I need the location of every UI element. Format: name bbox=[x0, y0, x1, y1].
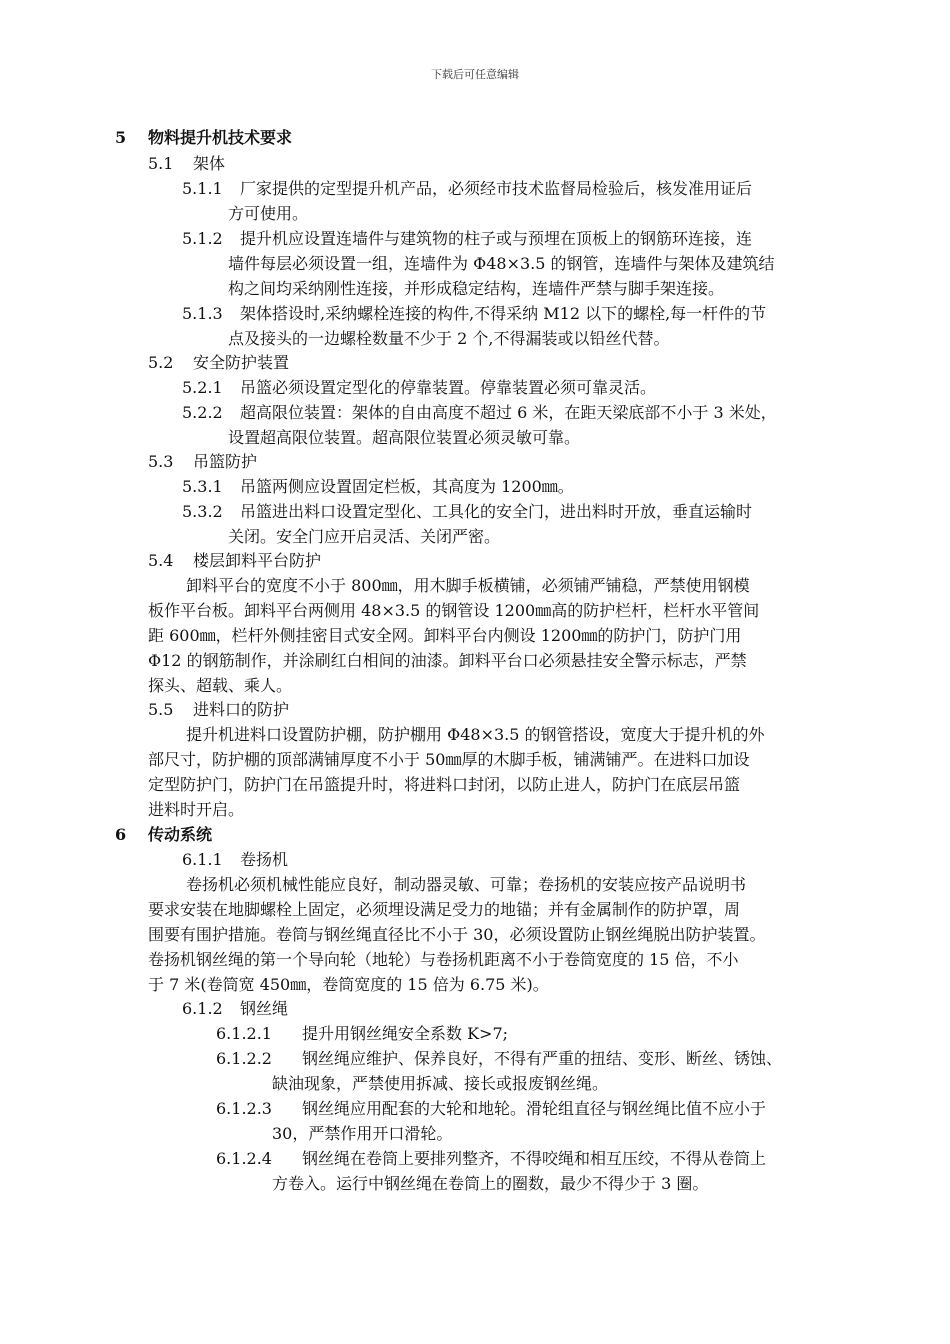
item-6-1-2-3-line-1: 钢丝绳应用配套的大轮和地轮。滑轮组直径与钢丝绳比值不应小于 bbox=[302, 1099, 767, 1118]
section-5-2-title: 安全防护装置 bbox=[193, 353, 290, 372]
item-6-1-1-paragraph-line-4: 卷扬机钢丝绳的第一个导向轮（地轮）与卷扬机距离不小于卷筒宽度的 15 倍，不小 bbox=[148, 950, 739, 969]
item-5-3-1-number: 5.3.1 bbox=[182, 477, 223, 496]
item-6-1-2-2-line-2: 缺油现象，严禁使用拆减、接长或报废钢丝绳。 bbox=[272, 1074, 609, 1093]
section-5-5-paragraph-line-1: 提升机进料口设置防护棚，防护棚用 Φ48×3.5 的钢管搭设，宽度大于提升机的外 bbox=[186, 725, 765, 744]
item-6-1-1-number: 6.1.1 bbox=[182, 850, 223, 869]
section-5-title: 物料提升机技术要求 bbox=[148, 128, 293, 147]
item-5-2-1-line-1: 吊篮必须设置定型化的停靠装置。停靠装置必须可靠灵活。 bbox=[240, 378, 657, 397]
item-6-1-2-3-number: 6.1.2.3 bbox=[216, 1099, 272, 1118]
item-6-1-1-paragraph-line-2: 要求安装在地脚螺栓上固定，必须埋设满足受力的地锚；并有金属制作的防护罩，周 bbox=[148, 900, 741, 919]
item-5-1-1-line-1: 厂家提供的定型提升机产品，必须经市技术监督局检验后，核发准用证后 bbox=[240, 179, 753, 198]
item-5-1-2-number: 5.1.2 bbox=[182, 229, 223, 248]
item-5-1-3-number: 5.1.3 bbox=[182, 304, 223, 323]
item-5-2-2-number: 5.2.2 bbox=[182, 403, 223, 422]
item-5-1-2-line-2: 墙件每层必须设置一组，连墙件为 Φ48×3.5 的钢管，连墙件与架体及建筑结 bbox=[228, 254, 775, 273]
section-6-title: 传动系统 bbox=[148, 825, 213, 844]
item-6-1-2-3-line-2: 30，严禁作用开口滑轮。 bbox=[272, 1124, 453, 1143]
item-6-1-2-title: 钢丝绳 bbox=[240, 999, 289, 1018]
section-5-4-paragraph-line-3: 距 600㎜，栏杆外侧挂密目式安全网。卸料平台内侧设 1200㎜的防护门，防护门用 bbox=[148, 626, 742, 645]
section-5-4-paragraph-line-2: 板作平台板。卸料平台两侧用 48×3.5 的钢管设 1200㎜高的防护栏杆，栏杆水平管间 bbox=[148, 601, 760, 620]
item-5-3-2-line-2: 关闭。安全门应开启灵活、关闭严密。 bbox=[228, 527, 501, 546]
item-6-1-2-4-line-1: 钢丝绳在卷筒上要排列整齐，不得咬绳和相互压绞，不得从卷筒上 bbox=[302, 1149, 767, 1168]
section-5-5-paragraph-line-4: 进料时开启。 bbox=[148, 800, 245, 819]
section-5-4-paragraph-line-4: Φ12 的钢筋制作，并涂刷红白相间的油漆。卸料平台口必须悬挂安全警示标志，严禁 bbox=[148, 651, 747, 670]
item-5-3-2-line-1: 吊篮进出料口设置定型化、工具化的安全门，进出料时开放，垂直运输时 bbox=[240, 502, 753, 521]
item-5-2-2-line-2: 设置超高限位装置。超高限位装置必须灵敏可靠。 bbox=[228, 428, 581, 447]
section-5-number: 5 bbox=[115, 128, 127, 147]
item-6-1-2-4-number: 6.1.2.4 bbox=[216, 1149, 272, 1168]
item-6-1-1-paragraph-line-5: 于 7 米(卷筒宽 450㎜，卷筒宽度的 15 倍为 6.75 米)。 bbox=[148, 975, 549, 994]
section-5-5-paragraph-line-2: 部尺寸，防护棚的顶部满铺厚度不小于 50㎜厚的木脚手板，铺满铺严。在进料口加设 bbox=[148, 750, 750, 769]
section-5-5-title: 进料口的防护 bbox=[193, 700, 290, 719]
item-6-1-2-2-line-1: 钢丝绳应维护、保养良好，不得有严重的扭结、变形、断丝、锈蚀、 bbox=[302, 1049, 783, 1068]
item-5-1-1-line-2: 方可使用。 bbox=[228, 204, 309, 223]
item-5-3-1-line-1: 吊篮两侧应设置固定栏板，其高度为 1200㎜。 bbox=[240, 477, 574, 496]
item-6-1-1-title: 卷扬机 bbox=[240, 850, 289, 869]
item-5-1-3-line-1: 架体搭设时,采纳螺栓连接的构件,不得采纳 M12 以下的螺栓,每一杆件的节 bbox=[240, 304, 767, 323]
item-5-2-1-number: 5.2.1 bbox=[182, 378, 223, 397]
item-6-1-2-1-number: 6.1.2.1 bbox=[216, 1024, 272, 1043]
item-6-1-2-number: 6.1.2 bbox=[182, 999, 223, 1018]
section-6-number: 6 bbox=[115, 825, 127, 844]
section-5-3-title: 吊篮防护 bbox=[193, 452, 258, 471]
item-6-1-2-1-line-1: 提升用钢丝绳安全系数 K>7; bbox=[302, 1024, 509, 1043]
section-5-4-paragraph-line-5: 探头、超载、乘人。 bbox=[148, 676, 293, 695]
item-5-3-2-number: 5.3.2 bbox=[182, 502, 223, 521]
section-5-5-paragraph-line-3: 定型防护门，防护门在吊篮提升时，将进料口封闭，以防止进人，防护门在底层吊篮 bbox=[148, 775, 741, 794]
item-5-1-2-line-3: 构之间均采纳刚性连接，并形成稳定结构，连墙件严禁与脚手架连接。 bbox=[228, 279, 725, 298]
section-5-4-paragraph-line-1: 卸料平台的宽度不小于 800㎜，用木脚手板横铺，必须铺严铺稳，严禁使用钢模 bbox=[186, 576, 750, 595]
item-6-1-2-4-line-2: 方卷入。运行中钢丝绳在卷筒上的圈数，最少不得少于 3 圈。 bbox=[272, 1174, 709, 1193]
section-5-2-number: 5.2 bbox=[148, 353, 174, 372]
section-5-5-number: 5.5 bbox=[148, 700, 174, 719]
section-5-4-number: 5.4 bbox=[148, 551, 174, 570]
item-5-1-2-line-1: 提升机应设置连墙件与建筑物的柱子或与预埋在顶板上的钢筋环连接，连 bbox=[240, 229, 753, 248]
section-5-4-title: 楼层卸料平台防护 bbox=[193, 551, 322, 570]
item-5-1-3-line-2: 点及接头的一边螺栓数量不少于 2 个,不得漏装或以铅丝代替。 bbox=[228, 329, 670, 348]
section-5-3-number: 5.3 bbox=[148, 452, 174, 471]
section-5-1-title: 架体 bbox=[193, 154, 226, 173]
item-6-1-2-2-number: 6.1.2.2 bbox=[216, 1049, 272, 1068]
page-header: 下载后可任意编辑 bbox=[431, 68, 519, 81]
section-5-1-number: 5.1 bbox=[148, 154, 174, 173]
item-6-1-1-paragraph-line-3: 围要有围护措施。卷筒与钢丝绳直径比不小于 30，必须设置防止钢丝绳脱出防护装置。 bbox=[148, 925, 766, 944]
item-5-1-1-number: 5.1.1 bbox=[182, 179, 223, 198]
item-6-1-1-paragraph-line-1: 卷扬机必须机械性能应良好，制动器灵敏、可靠；卷扬机的安装应按产品说明书 bbox=[186, 875, 747, 894]
item-5-2-2-line-1: 超高限位装置：架体的自由高度不超过 6 米，在距天梁底部不小于 3 米处， bbox=[240, 403, 777, 422]
